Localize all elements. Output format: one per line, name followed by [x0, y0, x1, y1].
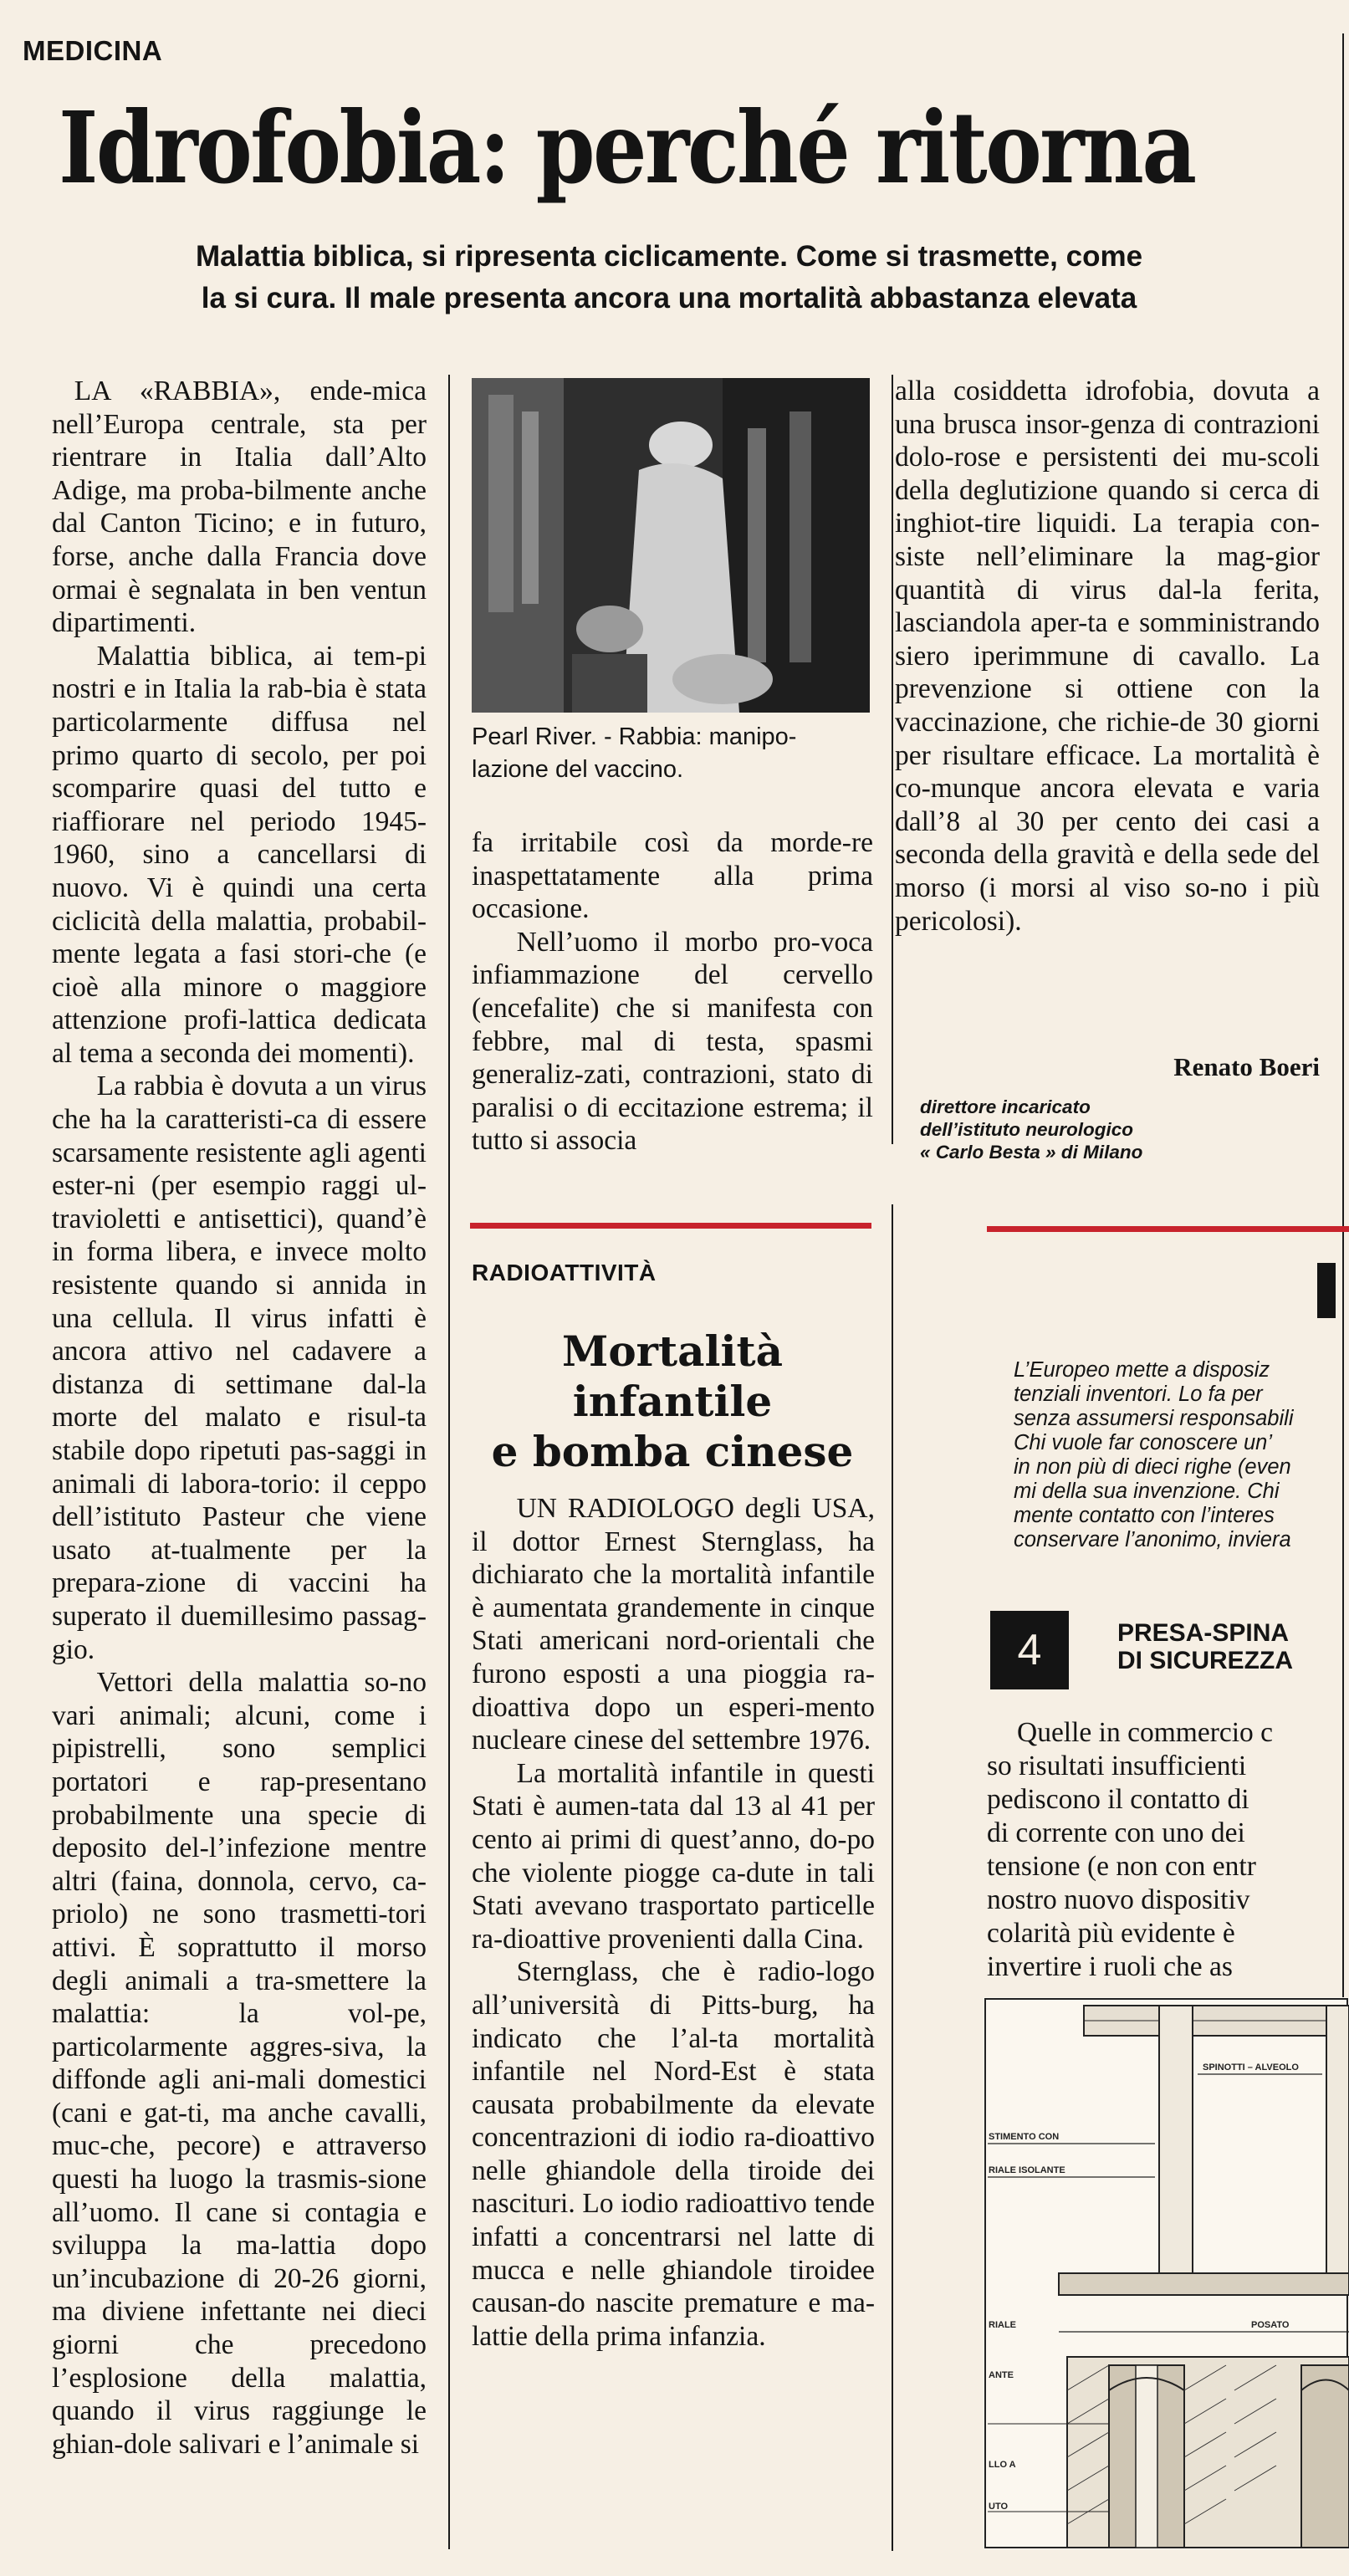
- paragraph: alla cosiddetta idrofobia, dovuta a una brusca insor-genza di contrazioni dolo-rose e persistenti dei mu-scoli della deglutizione quando si cerca di inghiot-tire liquidi. La terapia con-siste nell’eliminare la mag-gior quantità di virus dal-la ferita, lasciandola aper-ta e somministrando siero iperimmune di cavallo. La prevenzione si ottiene con la vaccinazione, che richie-de 30 giorni per risultare efficace. La mortalità è co-munque ancora elevata e varia dall’8 al 30 per cento dei casi a seconda della gravità e della sede del morso (i morsi al viso so-no i più pericolosi).: [895, 376, 1320, 937]
- item-line: so risultati insufficienti: [987, 1751, 1247, 1781]
- second-article-body: [472, 1492, 875, 2554]
- item-line: tensione (e non con entr: [987, 1851, 1256, 1882]
- intro-line: mente contatto con l’interes: [1014, 1504, 1275, 1527]
- intro-line: conservare l’anonimo, inviera: [1014, 1528, 1291, 1551]
- subheadline-line-2: la si cura. Il male presenta ancora una mortalità abbastanza elevata: [201, 282, 1137, 314]
- plug-socket-drawing: [984, 1997, 1349, 2549]
- item-title: [1117, 1619, 1349, 1674]
- column-divider: [448, 375, 450, 2549]
- item-line: invertire i ruoli che as: [987, 1951, 1233, 1982]
- paragraph: LA «RABBIA», ende-mica nell’Europa centrale, sta per rientrare in Italia dall’Alto Adige, ma proba-bilmente anche dal Canton Ticino; e in futuro, forse, anche dalla Francia dove ormai è segnalata in ben ventun dipartimenti.: [52, 376, 427, 639]
- title-line: e bomba cinese: [491, 1427, 854, 1476]
- subheadline: [50, 236, 1288, 319]
- paragraph: Sternglass, che è radio-logo all’università di Pitts-burg, ha indicato che l’al-ta mortalità infantile nel Nord-Est è stata causata probabilmente da elevate concentrazioni di iodio ra-dioattivo nelle ghiandole della tiroide dei nascituri. Lo iodio radioattivo tende infatti a concentrarsi nel latte di mucca e nelle ghiandole tiroidee causan-do nascite premature e ma-lattie della prima infanzia.: [472, 1956, 875, 2352]
- author-name: Renato Boeri: [1173, 1052, 1320, 1081]
- item-line: nostro nuovo dispositiv: [987, 1884, 1250, 1915]
- intro-line: Chi vuole far conoscere un’: [1014, 1431, 1273, 1454]
- section-rule-red: [987, 1226, 1349, 1232]
- diagram-label: LLO A: [989, 2460, 1016, 2470]
- paragraph: Malattia biblica, ai tem-pi nostri e in Italia la rab-bia è stata particolarmente diffusa nel primo quarto di secolo, per poi scomparire quasi del tutto e riaffiorare nel periodo 1945-1960, sino a cancellarsi di nuovo. Vi è quindi una certa ciclicità della malattia, probabil-mente legata a fasi stori-che (e cioè alla minore o maggiore attenzione profi-lattica dedicata al tema a seconda dei momenti).: [52, 640, 427, 1069]
- diagram-label: RIALE ISOLANTE: [989, 2165, 1065, 2175]
- photo-laboratory: [472, 378, 870, 713]
- title-line: infantile: [572, 1377, 773, 1426]
- intro-line: L’Europeo mette a disposiz: [1014, 1358, 1270, 1382]
- second-article-title: [472, 1326, 873, 1477]
- inventions-intro: [1014, 1358, 1348, 1552]
- column-divider: [892, 1204, 893, 2551]
- item-title-line: DI SICUREZZA: [1117, 1647, 1293, 1674]
- intro-line: mi della sua invenzione. Chi: [1014, 1480, 1280, 1503]
- clipped-heading-letter: [1317, 1263, 1336, 1318]
- title-line: Mortalità: [561, 1326, 783, 1376]
- diagram-label: RIALE: [989, 2320, 1016, 2330]
- photo-caption: Pearl River. - Rabbia: manipo-lazione del vaccino.: [472, 723, 797, 783]
- section-rule-red: [470, 1223, 871, 1229]
- author-affiliation: [920, 1096, 1320, 1163]
- subheadline-line-1: Malattia biblica, si ripresenta ciclicamente. Come si trasmette, come: [195, 240, 1143, 273]
- intro-line: tenziali inventori. Lo fa per: [1014, 1383, 1263, 1406]
- paragraph: fa irritabile così da morde-re inaspettatamente alla prima occasione.: [472, 827, 873, 925]
- second-article-section: RADIOATTIVITÀ: [472, 1260, 657, 1285]
- affiliation-line: « Carlo Besta » di Milano: [920, 1142, 1143, 1163]
- item-line: colarità più evidente è: [987, 1918, 1235, 1949]
- item-body: [987, 1716, 1349, 1984]
- paragraph: La mortalità infantile in questi Stati è aumen-tata dal 13 al 41 per cento ai primi di quest’anno, do-po che violente piogge ca-dute in tali Stati avevano trasportato particelle ra-dioattive provenienti dalla Cina.: [472, 1757, 875, 1955]
- column-divider: [892, 375, 893, 1144]
- intro-line: senza assumersi responsabili: [1014, 1407, 1294, 1430]
- paragraph: UN RADIOLOGO degli USA, il dottor Ernest Sternglass, ha dichiarato che la mortalità infantile è aumentata grandemente in cinque Stati americani nord-orientali che furono esposti a una pioggia ra-dioattiva dopo un esperi-mento nucleare cinese del settembre 1976.: [472, 1493, 875, 1756]
- intro-line: in non più di dieci righe (even: [1014, 1455, 1291, 1479]
- affiliation-line: dell’istituto neurologico: [920, 1119, 1133, 1140]
- article-column-1: [52, 375, 427, 2549]
- diagram-label: STIMENTO CON: [989, 2132, 1060, 2142]
- diagram-label: UTO: [989, 2502, 1009, 2512]
- paragraph: La rabbia è dovuta a un virus che ha la caratteristi-ca di essere scarsamente resistente agli agenti ester-ni (per esempio raggi ul-travioletti e antisettici), quand’è in forma libera, e invece molto resistente quando si annida in una cellula. Il virus infatti è ancora attivo nel cadavere a distanza di settimane dal-la morte del malato e risul-ta stabile dopo ripetuti pas-saggi in animali di labora-torio: il ceppo dell’istituto Pasteur che viene usato at-tualmente per la prepara-zione di vaccini ha superato il duemillesimo passag-gio.: [52, 1071, 427, 1665]
- item-line: Quelle in commercio c: [1017, 1717, 1274, 1748]
- section-label: MEDICINA: [23, 35, 163, 66]
- item-number-badge: 4: [990, 1611, 1069, 1689]
- paragraph: Nell’uomo il morbo pro-voca infiammazione del cervello (encefalite) che si manifesta con febbre, mal di testa, spasmi generaliz-zati, contrazioni, stato di paralisi o di eccitazione estrema; il tutto si associa: [472, 926, 873, 1157]
- affiliation-line: direttore incaricato: [920, 1096, 1091, 1117]
- plug-socket-diagram: [984, 1997, 1349, 2549]
- photo-laboratory-image: [472, 378, 870, 713]
- article-column-3: [895, 375, 1320, 1035]
- article-column-2: [472, 826, 873, 1161]
- diagram-label: SPINOTTI – ALVEOLO: [1203, 2062, 1299, 2073]
- headline: Idrofobia: perché ritorna: [59, 89, 1195, 206]
- diagram-label: ANTE: [989, 2370, 1014, 2380]
- paragraph: Vettori della malattia so-no vari animali; alcuni, come i pipistrelli, sono semplici portatori e rap-presentano probabilmente una specie di deposito del-l’infezione mentre altri (faina, donnola, cervo, ca-priolo) ne sono trasmetti-tori attivi. È soprattutto il morso degli animali a tra-smettere la malattia: la vol-pe, particolarmente aggres-siva, la diffonde agli ani-mali domestici (cani e gat-ti, ma anche cavalli, muc-che, pecore) e attraverso questi ha luogo la trasmis-sione all’uomo. Il cane si contagia e sviluppa la ma-lattia dopo un’incubazione di 20-26 giorni, ma diviene infettante nei dieci giorni che precedono l’esplosione della malattia, quando il virus raggiunge le ghian-dole salivari e l’animale si: [52, 1667, 427, 2460]
- diagram-label: POSATO: [1251, 2320, 1290, 2330]
- item-line: di corrente con uno dei: [987, 1817, 1245, 1848]
- item-title-line: PRESA-SPINA: [1117, 1619, 1290, 1647]
- item-line: pediscono il contatto di: [987, 1784, 1249, 1815]
